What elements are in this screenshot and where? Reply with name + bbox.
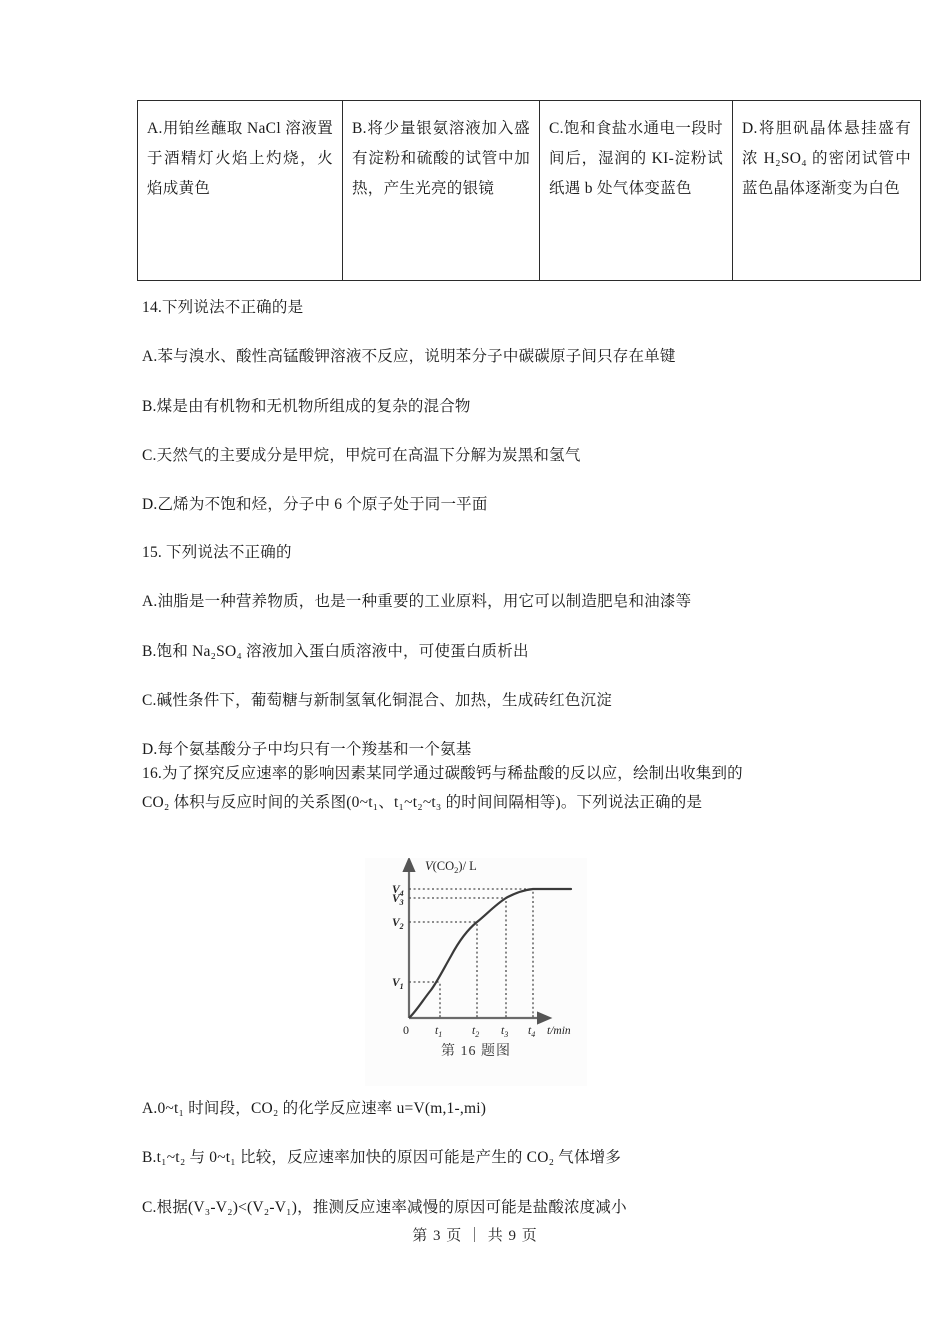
page-footer: 第 3 页 ｜ 共 9 页 [412, 1228, 538, 1244]
cell-text-a: A.用铂丝蘸取 NaCl 溶液置于酒精灯火焰上灼烧，火焰成黄色 [147, 120, 333, 197]
question-15-option-d[interactable]: D.每个氨基酸分子中均只有一个羧基和一个氨基 [142, 741, 472, 758]
table-cell-d [733, 101, 921, 281]
y-tick-label-v1: $V_1$ [392, 977, 404, 991]
question-16 [142, 762, 842, 815]
origin-label: 0 [403, 1023, 409, 1037]
question-14 [142, 296, 842, 516]
question-15-option-b[interactable]: B.饱和 Na₂SO₄ 溶液加入蛋白质溶液中，可使蛋白质析出 [142, 642, 529, 660]
figure-caption: 第 16 题图 [441, 1044, 511, 1059]
y-tick-label-v4: $V_4$ [392, 884, 404, 898]
question-16-stem-line-1: 16.为了探究反应速率的影响因素某同学通过碳酸钙与稀盐酸的反以应，绘制出收集到的 [142, 765, 743, 782]
question-16-option-c[interactable]: C.根据(V₃-V₂)<(V₂-V₁)，推测反应速率减慢的原因可能是盐酸浓度减小 [142, 1198, 627, 1216]
question-15-option-c[interactable]: C.碱性条件下，葡萄糖与新制氢氧化铜混合、加热，生成砖红色沉淀 [142, 691, 612, 709]
question-16-stem-line-2: CO₂ 体积与反应时间的关系图(0~t₁、t₁~t₂~t₃ 的时间间隔相等)。下列说法正确的是 [142, 794, 703, 812]
x-tick-label-t4: $t_4$ [528, 1025, 536, 1039]
y-tick-label-v2: $V_2$ [392, 917, 404, 931]
table-cell-c [540, 101, 733, 281]
question-15-stem: 15. 下列说法不正确的 [142, 544, 292, 561]
question-14-option-a[interactable]: A.苯与溴水、酸性高锰酸钾溶液不反应，说明苯分子中碳碳原子间只存在单键 [142, 348, 676, 366]
question-16-option-a[interactable]: A.0~t₁ 时间段，CO₂ 的化学反应速率 u=V(m,1-,mi) [142, 1100, 487, 1117]
table-cell-a [138, 101, 343, 281]
table-row [138, 101, 921, 281]
table-cell-b [343, 101, 540, 281]
question-14-stem: 14.下列说法不正确的是 [142, 299, 304, 316]
question-15 [142, 541, 842, 761]
question-16-options [142, 1097, 842, 1219]
question-15-option-a[interactable]: A.油脂是一种营养物质，也是一种重要的工业原料，用它可以制造肥皂和油漆等 [142, 593, 692, 611]
x-tick-label-t1: $t_1$ [435, 1025, 443, 1039]
y-axis-label: $V(CO_2)/$ L [425, 859, 477, 875]
question-14-option-d[interactable]: D.乙烯为不饱和烃，分子中 6 个原子处于同一平面 [142, 496, 488, 513]
question-14-option-c[interactable]: C.天然气的主要成分是甲烷，甲烷可在高温下分解为炭黑和氢气 [142, 446, 581, 464]
co2-volume-vs-time-chart [365, 858, 587, 1043]
x-axis-label: t/min [547, 1025, 571, 1037]
question-14-option-b[interactable]: B.煤是由有机物和无机物所组成的复杂的混合物 [142, 397, 471, 415]
question-16-option-b[interactable]: B.t₁~t₂ 与 0~t₁ 比较，反应速率加快的原因可能是产生的 CO₂ 气体增多 [142, 1149, 622, 1167]
cell-text-c: C.饱和食盐水通电一段时间后，湿润的 KI-淀粉试纸遇 b 处气体变蓝色 [549, 120, 723, 197]
y-tick-label-v3: $V_3$ [392, 893, 404, 907]
option-table [137, 100, 921, 281]
x-tick-label-t3: $t_3$ [501, 1025, 509, 1039]
cell-text-b: B.将少量银氨溶液加入盛有淀粉和硫酸的试管中加热，产生光亮的银镜 [352, 120, 530, 197]
co2-curve [410, 889, 571, 1017]
x-tick-label-t2: $t_2$ [472, 1025, 480, 1039]
cell-text-d: D.将胆矾晶体悬挂盛有浓 H₂SO₄ 的密闭试管中蓝色晶体逐渐变为白色 [742, 120, 911, 197]
